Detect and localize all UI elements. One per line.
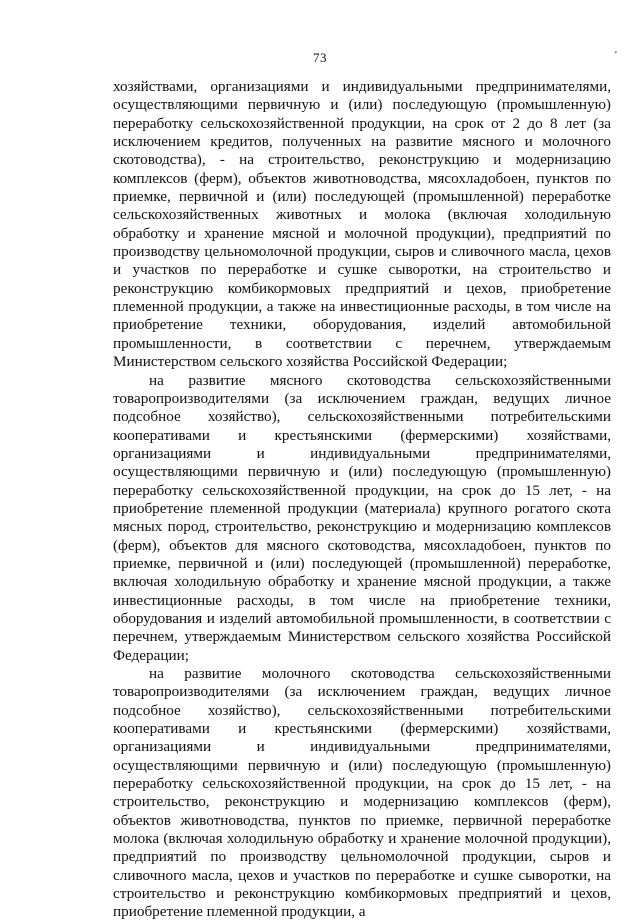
paragraph-continuation: хозяйствами, организациями и индивидуальными предпринимателями, осуществляющими первичную и (или) последующую (промышленную) переработку сельскохозяйственной продукции, на срок от 2 до 8 лет (за исключением кредитов, полученных на развитие мясного и молочного скотоводства), - на строительство, реконструкцию и модернизацию комплексов (ферм), объектов животноводства, мясохладобоен, пунктов по приемке, первичной и (или) последующей (промышленной) переработке сельскохозяйственных животных и молока (включая холодильную обработку и хранение мясной и молочной продукции), предприятий по производству цельномолочной продукции, сыров и сливочного масла, цехов и участков по переработке и сушке сыворотки, на строительство и реконструкцию комбикормовых предприятий и цехов, приобретение племенной продукции, а также на инвестиционные расходы, в том числе на приобретение техники, оборудования, изделий автомобильной промышленности, в соответствии с перечнем, утверждаемым Министерством сельского хозяйства Российской Федерации; [113,78,611,371]
scan-mark-icon: • [614,48,618,59]
page-number: 73 [313,50,327,65]
paragraph-dairy-cattle: на развитие молочного скотоводства сельскохозяйственными товаропроизводителями (за исключением граждан, ведущих личное подсобное хозяйство), сельскохозяйственными потребительскими кооперативами и крестьянскими (фермерскими) хозяйствами, организациями и индивидуальными предпринимателями, осуществляющими первичную и (или) последующую (промышленную) переработку сельскохозяйственной продукции, на срок до 15 лет, - на строительство, реконструкцию и модернизацию комплексов (ферм), объектов животноводства, пунктов по приемке, первичной переработке молока (включая холодильную обработку и хранение молочной продукции), предприятий по производству цельномолочной продукции, сыров и сливочного масла, цехов и участков по переработке и сушке сыворотки, на строительство и реконструкцию комбикормовых предприятий и цехов, приобретение племенной продукции, а [113,665,611,921]
paragraph-meat-cattle: на развитие мясного скотоводства сельскохозяйственными товаропроизводителями (за исключением граждан, ведущих личное подсобное хозяйство), сельскохозяйственными потребительскими кооперативами и крестьянскими (фермерскими) хозяйствами, организациями и индивидуальными предпринимателями, осуществляющими первичную и (или) последующую (промышленную) переработку сельскохозяйственной продукции, на срок до 15 лет, - на приобретение племенной продукции (материала) крупного рогатого скота мясных пород, строительство, реконструкцию и модернизацию комплексов (ферм), объектов для мясного скотоводства, мясохладобоен, пунктов по приемке, первичной и (или) последующей (промышленной) переработке, включая холодильную обработку и хранение мясной продукции, а также инвестиционные расходы, в том числе на приобретение техники, оборудования и изделий автомобильной промышленности, в соответствии с перечнем, утверждаемым Министерством сельского хозяйства Российской Федерации; [113,371,611,664]
document-body [113,78,611,922]
